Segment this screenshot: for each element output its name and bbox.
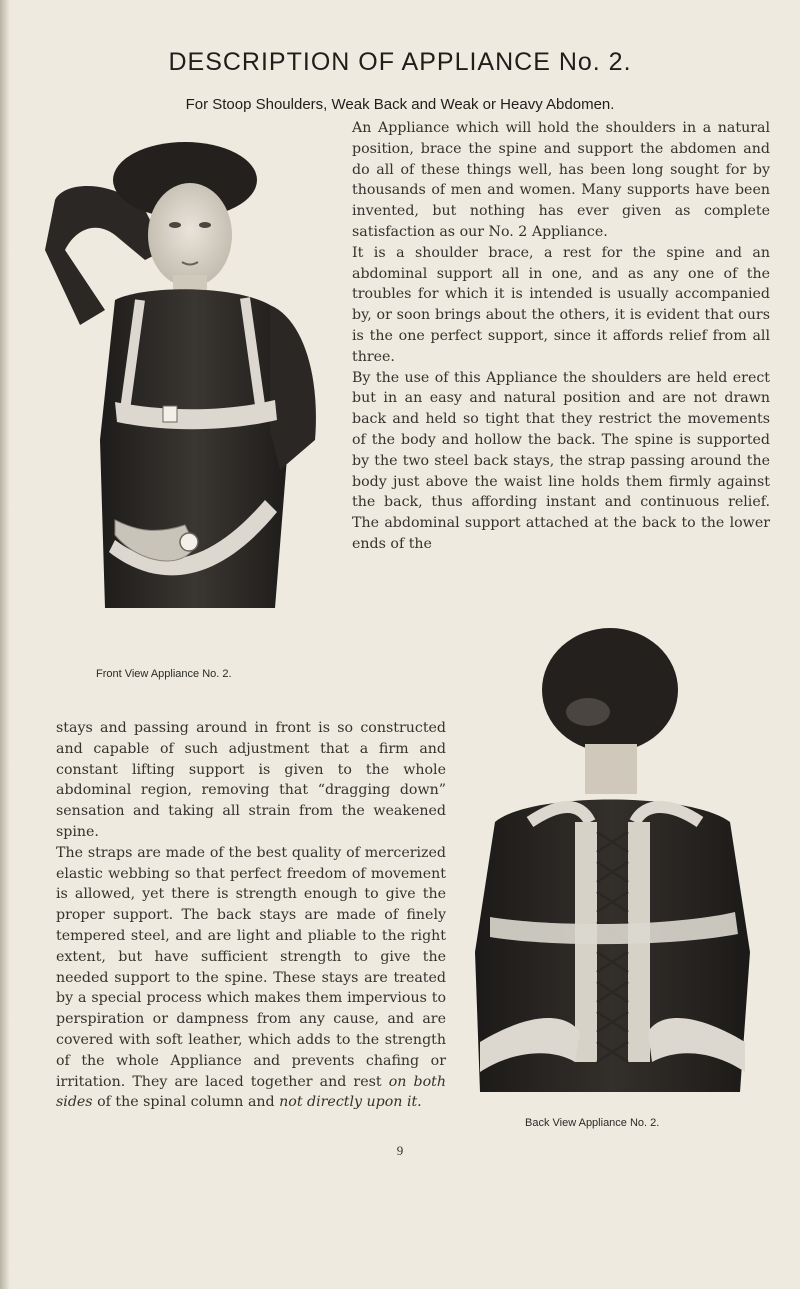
page-heading: DESCRIPTION OF APPLIANCE No. 2. [168,48,632,76]
materials-emphasis-both-sides: on both sides [56,1073,446,1111]
paragraph-abdominal-support: stays and passing around in front is so constructed and capable of such adjustment that a firm and constant lifting support is given to the whole abdominal region, removing that “dragging down” sensation and taking all strain from the weakened spine. [56,720,446,840]
materials-text-main: The straps are made of the best quality of mercerized elastic webbing so that perfect freedom of movement is allowed, yet there is strength enough to give the proper support. The back stays are made of finely tempered steel, and are light and pliable to the right extent, but have sufficient strength to give the needed support to the spine. These stays are treated by a special process which makes them impervious to perspiration or dampness from any cause, and are covered with soft leather, which adds to the strength of the whole Appliance and prevents chafing or irritation. They are laced together and rest [56,844,446,1090]
back-view-caption: Back View Appliance No. 2. [525,1117,660,1129]
paragraph-materials [56,843,446,1113]
materials-text-mid: of the spinal column and [92,1094,280,1111]
right-column-text [352,118,770,555]
back-view-photo [470,622,755,1092]
paragraph-shoulder-brace: It is a shoulder brace, a rest for the spine and an abdominal support all in one, and as any one of the troubles for which it is intended is usually accompanied by, or soon brings about the others, it is evident that ours is the one perfect support, since it affords relief from all three. [352,244,770,365]
front-view-photo [45,140,325,608]
materials-emphasis-not-directly: not directly upon it. [279,1094,422,1111]
paragraph-intro: An Appliance which will hold the shoulders in a natural position, brace the spine and support the abdomen and do all of these things well, has been long sought for by thousands of men and women. Many supports have been invented, but nothing has ever given as complete satisfaction as our No. 2 Appliance. [352,120,770,240]
left-column-text [56,718,446,1113]
book-spine-edge [0,0,10,1289]
paragraph-appliance-use: By the use of this Appliance the shoulders are held erect but in an easy and natural position and are not drawn back and held so tight that they restrict the movements of the body and hollow the back. The spine is supported by the two steel back stays, the strap passing around the body just above the waist line holds them firmly against the back, thus affording instant and continuous relief. The abdominal support attached at the back to the lower ends of the [352,369,770,552]
page-number: 9 [396,1143,404,1158]
front-view-caption: Front View Appliance No. 2. [96,668,232,680]
page-subheading: For Stoop Shoulders, Weak Back and Weak or Heavy Abdomen. [185,96,615,113]
